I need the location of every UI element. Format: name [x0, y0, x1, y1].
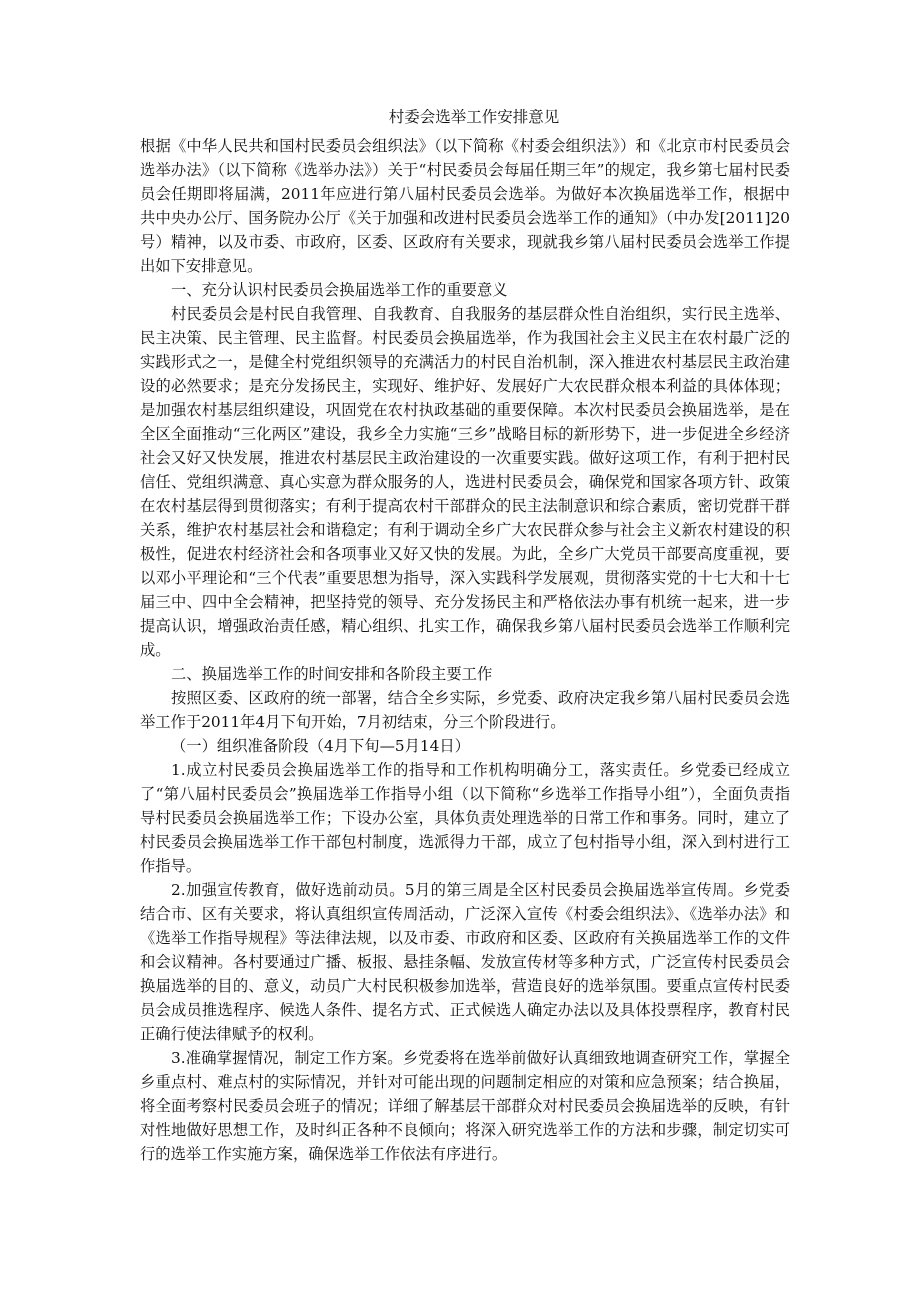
- document-title: 村委会选举工作安排意见: [388, 108, 560, 126]
- section-heading-1: 一、充分认识村民委员会换届选举工作的重要意义: [171, 281, 508, 299]
- intro-paragraph: 根据《中华人民共和国村民委员会组织法》（以下简称《村委会组织法》）和《北京市村民委员会选举办法》（以下简称《选举办法》）关于“村民委员会每届任期三年”的规定，我乡第七届村民委员会任期即将届满，2011年应进行第八届村民委员会选举。为做好本次换届选举工作，根据中共中央办公厅、国务院办公厅《关于加强和改进村民委员会选举工作的通知》（中办发[2011]20号）精神，以及市委、市政府，区委、区政府有关要求，现就我乡第八届村民委员会选举工作提出如下安排意见。: [140, 137, 790, 275]
- paragraph-item-3: 3.准确掌握情况，制定工作方案。乡党委将在选举前做好认真细致地调查研究工作，掌握全乡重点村、难点村的实际情况，并针对可能出现的问题制定相应的对策和应急预案；结合换届，将全面考察村民委员会班子的情况；详细了解基层干部群众对村民委员会换届选举的反映，有针对性地做好思想工作，及时纠正各种不良倾向；将深入研究选举工作的方法和步骤，制定切实可行的选举工作实施方案，确保选举工作依法有序进行。: [140, 1049, 790, 1163]
- paragraph-significance: 村民委员会是村民自我管理、自我教育、自我服务的基层群众性自治组织，实行民主选举、民主决策、民主管理、民主监督。村民委员会换届选举，作为我国社会主义民主在农村最广泛的实践形式之一，是健全村党组织领导的充满活力的村民自治机制，深入推进农村基层民主政治建设的必然要求；是充分发扬民主，实现好、维护好、发展好广大农民群众根本利益的具体体现；是加强农村基层组织建设，巩固党在农村执政基础的重要保障。本次村民委员会换届选举，是在全区全面推动“三化两区”建设，我乡全力实施“三乡”战略目标的新形势下，进一步促进全乡经济社会又好又快发展，推进农村基层民主政治建设的一次重要实践。做好这项工作，有利于把村民信任、党组织满意、真心实意为群众服务的人，选进村民委员会，确保党和国家各项方针、政策在农村基层得到贯彻落实；有利于提高农村干部群众的民主法制意识和综合素质，密切党群干群关系，维护农村基层社会和谐稳定；有利于调动全乡广大农民群众参与社会主义新农村建设的积极性，促进农村经济社会和各项事业又好又快的发展。为此，全乡广大党员干部要高度重视，要以邓小平理论和“三个代表”重要思想为指导，深入实践科学发展观，贯彻落实党的十七大和十七届三中、四中全会精神，把坚持党的领导、充分发扬民主和严格依法办事有机统一起来，进一步提高认识，增强政治责任感，精心组织、扎实工作，确保我乡第八届村民委员会选举工作顺利完成。: [140, 305, 790, 659]
- subsection-heading-1: （一）组织准备阶段（4月下旬—5月14日）: [171, 737, 470, 755]
- paragraph-schedule: 按照区委、区政府的统一部署，结合全乡实际，乡党委、政府决定我乡第八届村民委员会选举工作于2011年4月下旬开始，7月初结束，分三个阶段进行。: [140, 689, 790, 731]
- document-body: [140, 104, 790, 1166]
- paragraph-item-1: 1.成立村民委员会换届选举工作的指导和工作机构明确分工，落实责任。乡党委已经成立了“第八届村民委员会”换届选举工作指导小组（以下简称“乡选举工作指导小组”），全面负责指导村民委员会换届选举工作；下设办公室，具体负责处理选举的日常工作和事务。同时，建立了村民委员会换届选举工作干部包村制度，选派得力干部，成立了包村指导小组，深入到村进行工作指导。: [140, 761, 790, 875]
- section-heading-2: 二、换届选举工作的时间安排和各阶段主要工作: [171, 665, 493, 683]
- paragraph-item-2: 2.加强宣传教育，做好选前动员。5月的第三周是全区村民委员会换届选举宣传周。乡党委结合市、区有关要求，将认真组织宣传周活动，广泛深入宣传《村委会组织法》、《选举办法》和《选举工作指导规程》等法律法规，以及市委、市政府和区委、区政府有关换届选举工作的文件和会议精神。各村要通过广播、板报、悬挂条幅、发放宣传材等多种方式，广泛宣传村民委员会换届选举的目的、意义，动员广大村民积极参加选举，营造良好的选举氛围。要重点宣传村民委员会成员推选程序、候选人条件、提名方式、正式候选人确定办法以及具体投票程序，教育村民正确行使法律赋予的权利。: [140, 881, 790, 1043]
